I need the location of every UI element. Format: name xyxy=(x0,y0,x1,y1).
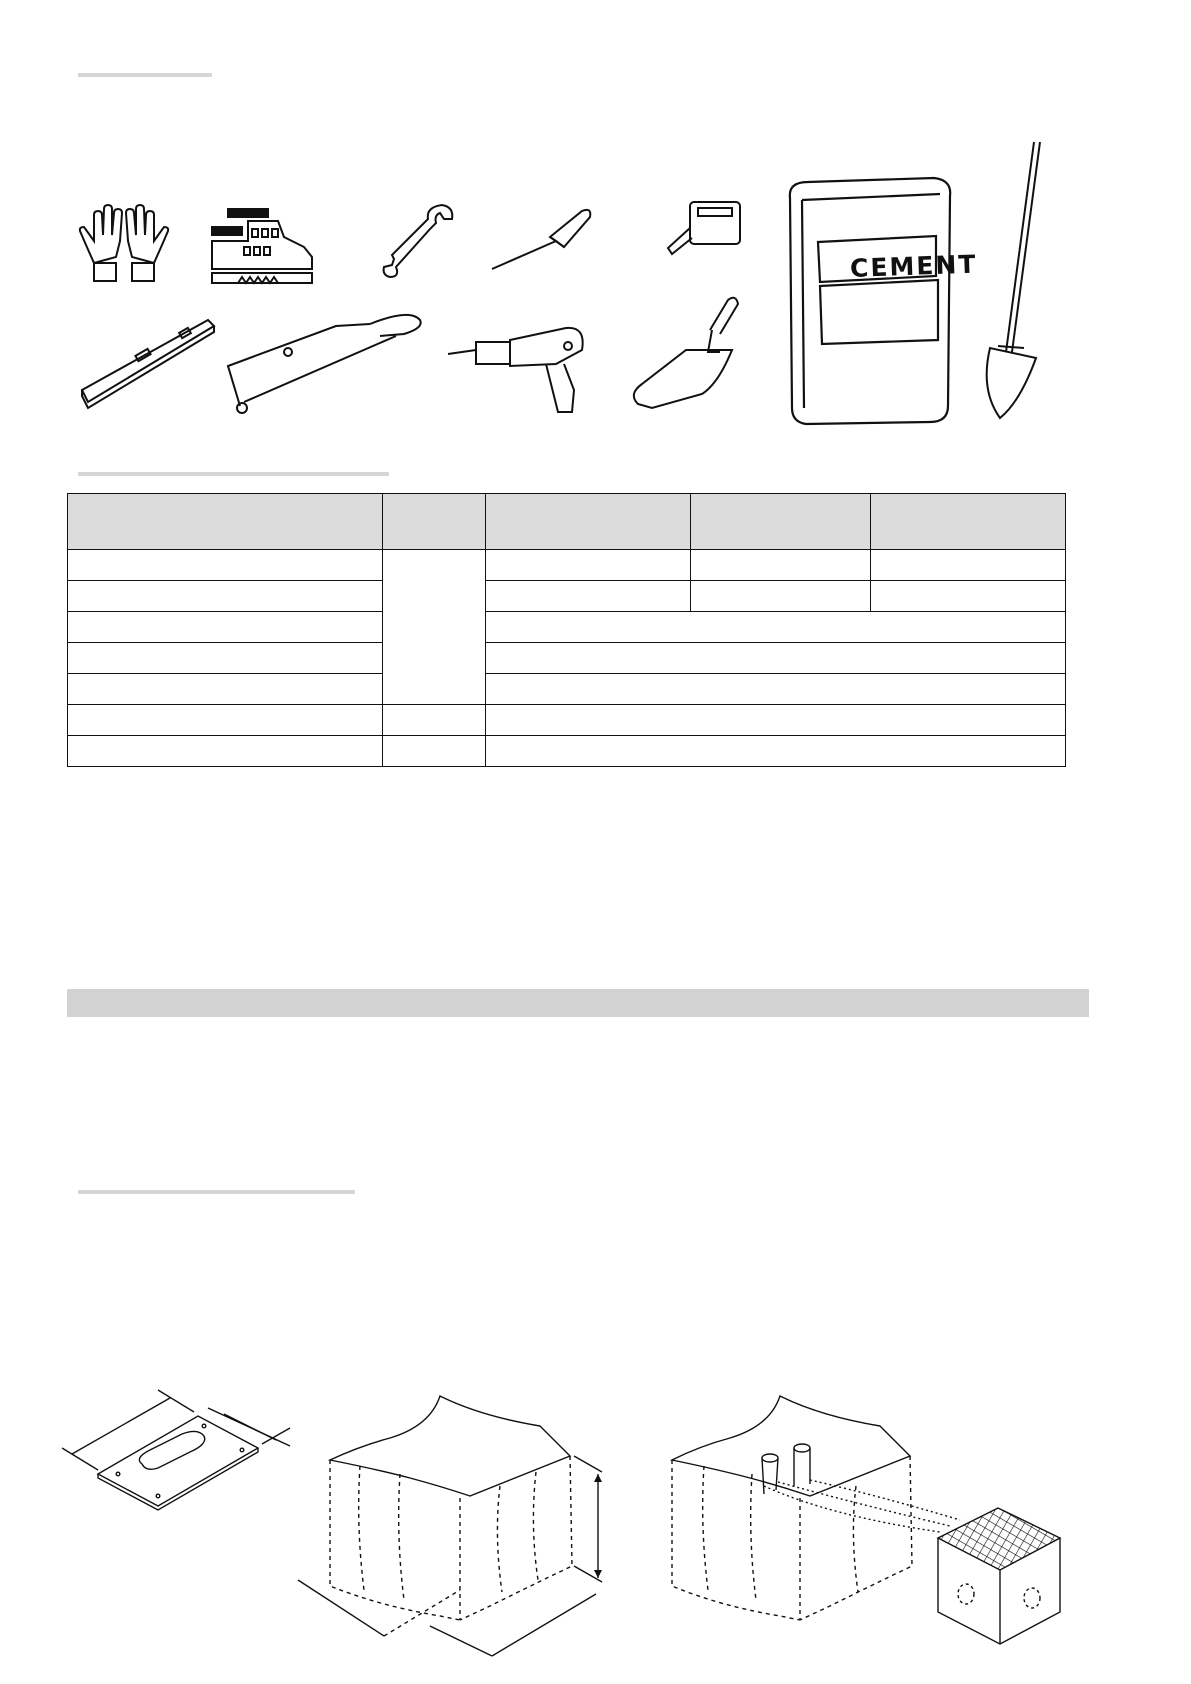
spirit-level-icon xyxy=(80,316,216,408)
table-header-cell xyxy=(871,494,1066,550)
cement-bag-icon xyxy=(784,176,978,426)
table-cell-merged xyxy=(486,705,1066,736)
table-row xyxy=(68,643,1066,674)
safety-boots-icon xyxy=(208,207,326,291)
table-cell xyxy=(871,550,1066,581)
cement-bag-label: CEMENT xyxy=(849,249,978,283)
table-cell xyxy=(68,643,383,674)
table-row xyxy=(68,674,1066,705)
table-cell-merged xyxy=(383,550,486,705)
table-cell xyxy=(68,612,383,643)
trowel-icon xyxy=(632,296,750,416)
table-cell xyxy=(68,736,383,767)
table-header-cell xyxy=(383,494,486,550)
table-cell xyxy=(68,705,383,736)
table-header-cell xyxy=(68,494,383,550)
table-cell-merged xyxy=(486,612,1066,643)
table-header-cell xyxy=(486,494,691,550)
foundation-pit-diagram xyxy=(280,1386,640,1666)
section-rule-tools xyxy=(78,73,212,77)
table-row xyxy=(68,612,1066,643)
table-row xyxy=(68,705,1066,736)
section-header-band xyxy=(67,989,1089,1017)
table-cell xyxy=(68,550,383,581)
table-cell xyxy=(871,581,1066,612)
table-row xyxy=(68,550,1066,581)
table-cell-merged xyxy=(486,674,1066,705)
power-drill-icon xyxy=(446,320,592,414)
section-rule-installation xyxy=(78,1190,355,1194)
table-cell xyxy=(383,736,486,767)
screwdriver-icon xyxy=(490,207,594,273)
table-cell xyxy=(486,581,691,612)
hacksaw-icon xyxy=(220,316,424,422)
table-header-cell xyxy=(691,494,871,550)
tape-measure-icon xyxy=(662,198,748,272)
conduit-junction-box-diagram xyxy=(660,1386,1060,1656)
base-plate-diagram xyxy=(58,1388,298,1524)
table-row xyxy=(68,581,1066,612)
table-row xyxy=(68,736,1066,767)
wrench-icon xyxy=(382,201,456,281)
section-rule-table xyxy=(78,472,389,476)
table-cell-merged xyxy=(486,736,1066,767)
table-cell xyxy=(691,581,871,612)
shovel-icon xyxy=(976,142,1056,424)
requirements-table xyxy=(67,493,1066,767)
table-cell xyxy=(68,674,383,705)
table-header-row xyxy=(68,494,1066,550)
table-cell xyxy=(68,581,383,612)
gloves-icon xyxy=(76,205,172,283)
table-cell xyxy=(486,550,691,581)
table-cell xyxy=(383,705,486,736)
table-cell xyxy=(691,550,871,581)
table-cell-merged xyxy=(486,643,1066,674)
